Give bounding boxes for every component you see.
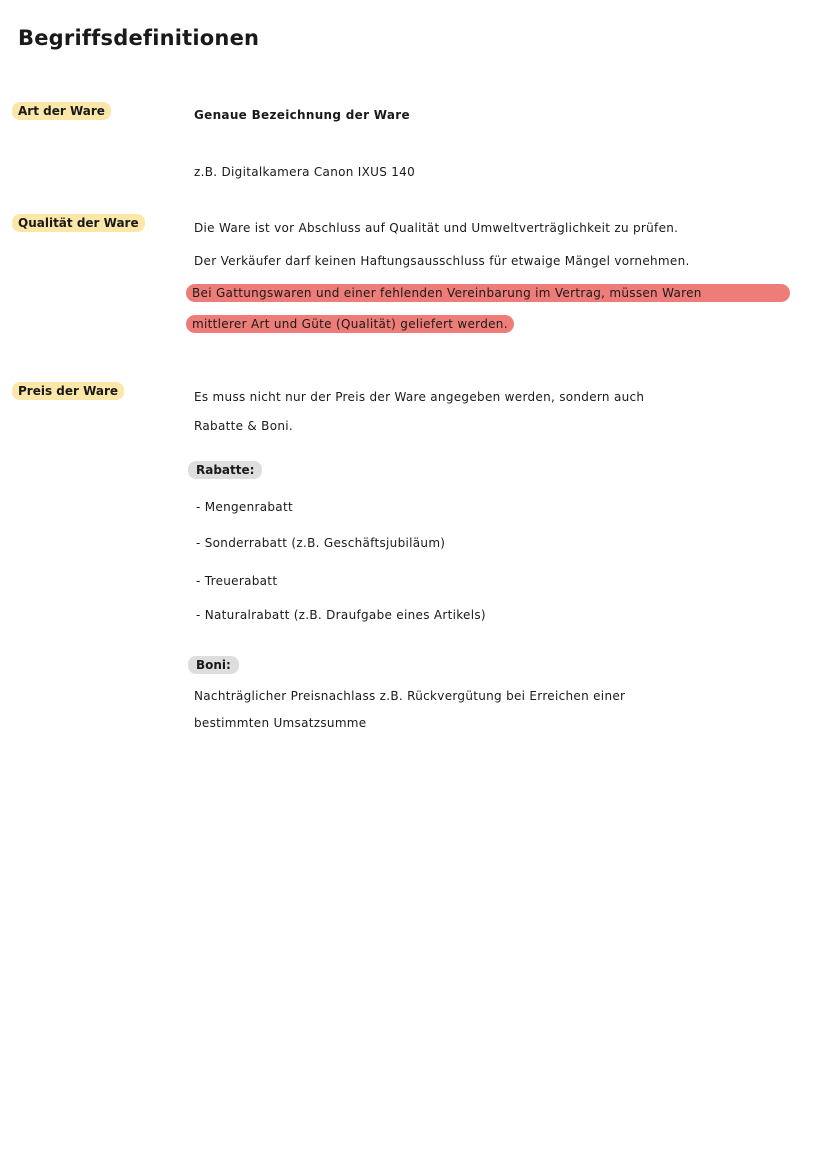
rabatt-item-4: - Naturalrabatt (z.B. Draufgabe eines Artikels) bbox=[196, 608, 486, 622]
qualitaet-line-1: Die Ware ist vor Abschluss auf Qualität und Umweltverträglichkeit zu prüfen. bbox=[194, 221, 679, 235]
term-qualitaet-der-ware: Qualität der Ware bbox=[12, 214, 145, 232]
preis-line-1: Es muss nicht nur der Preis der Ware angegeben werden, sondern auch bbox=[194, 390, 645, 404]
term-preis-der-ware: Preis der Ware bbox=[12, 382, 124, 400]
boni-line-1: Nachträglicher Preisnachlass z.B. Rückvergütung bei Erreichen einer bbox=[194, 689, 626, 703]
qualitaet-highlight-line-3: Bei Gattungswaren und einer fehlenden Vereinbarung im Vertrag, müssen Waren bbox=[186, 284, 790, 302]
qualitaet-line-2: Der Verkäufer darf keinen Haftungsausschluss für etwaige Mängel vornehmen. bbox=[194, 254, 690, 268]
preis-line-2: Rabatte & Boni. bbox=[194, 419, 294, 433]
page-title: Begriffsdefinitionen bbox=[18, 26, 260, 50]
rabatte-label: Rabatte: bbox=[188, 461, 262, 479]
art-example: z.B. Digitalkamera Canon IXUS 140 bbox=[194, 165, 416, 179]
boni-line-2: bestimmten Umsatzsumme bbox=[194, 716, 367, 730]
boni-label: Boni: bbox=[188, 656, 239, 674]
term-art-der-ware: Art der Ware bbox=[12, 102, 111, 120]
rabatt-item-3: - Treuerabatt bbox=[196, 574, 278, 588]
rabatt-item-2: - Sonderrabatt (z.B. Geschäftsjubiläum) bbox=[196, 536, 446, 550]
qualitaet-highlight-line-4: mittlerer Art und Güte (Qualität) geliefert werden. bbox=[186, 315, 514, 333]
rabatt-item-1: - Mengenrabatt bbox=[196, 500, 293, 514]
art-definition: Genaue Bezeichnung der Ware bbox=[194, 108, 410, 122]
